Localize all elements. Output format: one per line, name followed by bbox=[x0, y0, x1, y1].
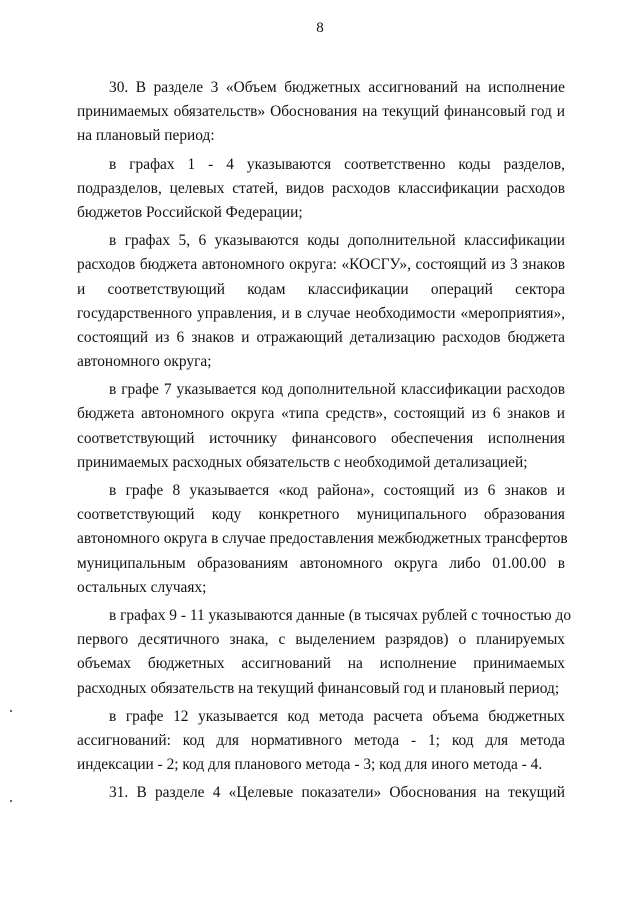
text-line: автономного округа; bbox=[77, 353, 212, 371]
paragraph-columns-9-11 bbox=[77, 604, 572, 701]
text-line: расходных обязательств на текущий финансовый год и плановый период; bbox=[77, 679, 560, 697]
text-line: муниципальным образованиям автономного округа либо 01.00.00 в bbox=[77, 554, 565, 572]
text-line: ассигнований: код для нормативного метода - 1; код для метода bbox=[77, 731, 565, 749]
text-line: остальных случаях; bbox=[77, 578, 207, 596]
paragraph-item-30 bbox=[77, 76, 565, 149]
text-line: и соответствующий кодам классификации операций сектора bbox=[77, 280, 565, 298]
text-line: объемах бюджетных ассигнований на исполнение принимаемых bbox=[77, 655, 565, 673]
text-line: в графе 8 указывается «код района», состоящий из 6 знаков и bbox=[109, 482, 565, 499]
text-line: первого десятичного знака, с выделением разрядов) о планируемых bbox=[77, 631, 565, 649]
paragraph-columns-1-4 bbox=[77, 153, 565, 226]
text-line: 30. В разделе 3 «Объем бюджетных ассигнований на исполнение bbox=[109, 79, 565, 96]
text-line: принимаемых обязательств» Обоснования на текущий финансовый год и bbox=[77, 103, 565, 121]
paragraph-columns-5-6 bbox=[77, 229, 565, 374]
text-line: бюджета автономного округа «типа средств», состоящий из 6 знаков и bbox=[77, 405, 565, 423]
paragraph-column-12 bbox=[77, 705, 565, 778]
text-line: 31. В разделе 4 «Целевые показатели» Обоснования на текущий bbox=[109, 784, 565, 802]
page-number: 8 bbox=[316, 20, 324, 36]
text-line: принимаемых расходных обязательств с необходимой детализацией; bbox=[77, 453, 528, 471]
text-line: соответствующий источнику финансового обеспечения исполнения bbox=[77, 429, 565, 447]
paragraph-column-7 bbox=[77, 378, 565, 475]
text-line: в графах 1 - 4 указываются соответственно коды разделов, bbox=[109, 155, 565, 173]
text-line: расходов бюджета автономного округа: «КОСГУ», состоящий из 3 знаков bbox=[77, 256, 565, 274]
text-line: бюджетов Российской Федерации; bbox=[77, 203, 303, 221]
text-line: автономного округа в случае предоставления межбюджетных трансфертов bbox=[77, 530, 568, 548]
text-line: в графе 7 указывается код дополнительной классификации расходов bbox=[109, 381, 565, 399]
text-line: подразделов, целевых статей, видов расходов классификации расходов bbox=[77, 179, 565, 197]
text-line: на плановый период: bbox=[77, 127, 215, 145]
scan-artifact-mark bbox=[10, 800, 12, 802]
text-line: в графах 9 - 11 указываются данные (в тысячах рублей с точностью до bbox=[109, 606, 572, 624]
paragraph-column-8 bbox=[77, 479, 568, 600]
text-line: государственного управления, и в случае необходимости «мероприятия», bbox=[77, 304, 565, 322]
document-body bbox=[77, 76, 572, 809]
scan-artifact-mark bbox=[10, 710, 12, 712]
text-line: соответствующий коду конкретного муниципального образования bbox=[77, 506, 565, 524]
text-line: индексации - 2; код для планового метода - 3; код для иного метода - 4. bbox=[77, 756, 543, 774]
text-line: в графе 12 указывается код метода расчета объема бюджетных bbox=[109, 707, 565, 725]
text-line: состоящий из 6 знаков и отражающий детализацию расходов бюджета bbox=[77, 328, 565, 346]
text-line: в графах 5, 6 указываются коды дополнительной классификации bbox=[109, 232, 565, 250]
paragraph-item-31 bbox=[77, 781, 565, 805]
